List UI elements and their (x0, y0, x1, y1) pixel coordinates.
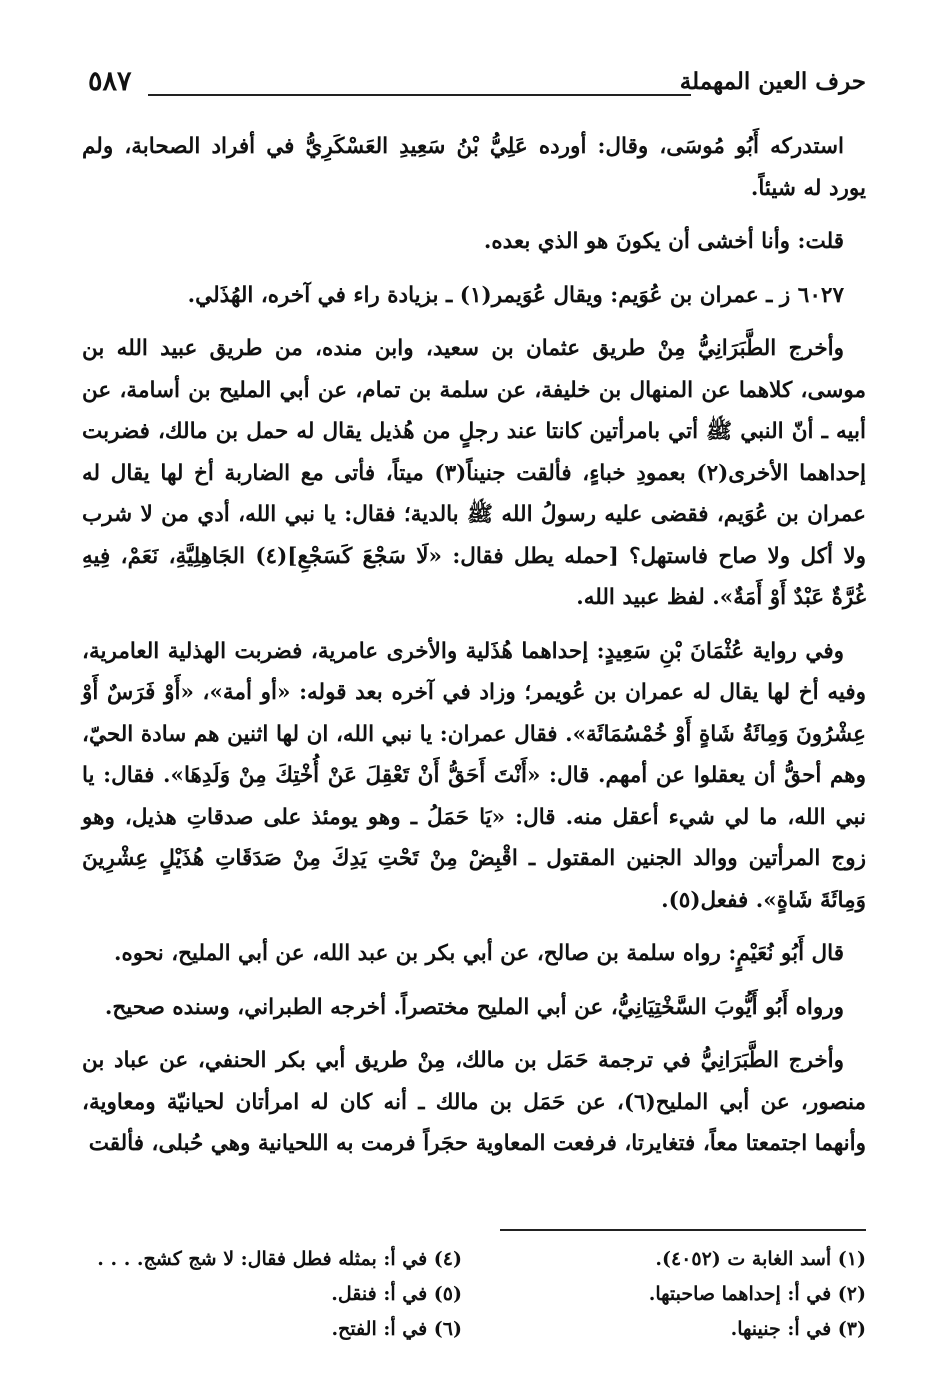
footnote: (٣) في أ: جنينها. (730, 1318, 866, 1340)
paragraph: قال أَبُو نُعَيْمٍ: رواه سلمة بن صالح، عن أبي بكر بن عبد الله، عن أبي المليح، نحوه. (113, 941, 844, 966)
header-rule (148, 94, 691, 96)
paragraph: ورواه أَبُو أَيُّوبَ السَّخْتِيَانِيُّ، عن أبي المليح مختصراً. أخرجه الطبراني، وسنده صحيح. (104, 994, 844, 1020)
running-title: حرف العين المهملة (679, 68, 866, 95)
footnotes-left-column (82, 1242, 462, 1347)
paragraph: وفي رواية عُثْمَانَ بْنِ سَعِيدٍ: إحداهما هُذَلية والأخرى عامرية، فضربت الهذلية العامرية، وفيه أخ لها يقال له عمران بن عُويمر؛ وزاد في آخره بعد قوله: «أو أمة»، «أَوْ فَرَسٌ أَوْ عِشْرُونَ وَمِائَةُ شَاةٍ أَوْ خُمْسُمَائَة». فقال عمران: يا نبي الله، ان لها اثنين هم سادة الحيّ، وهم أحقُّ أن يعقلوا عن أمهم. قال: «أَنْتَ أَحَقُّ أَنْ تَعْقِلَ عَنْ أُخْتِكَ مِنْ وَلَدِهَا». فقال: يا نبي الله، ما لي شيء أعقل منه. قال: «يَا حَمَلُ ـ وهو يومئذ على صدقاتِ هذيل، وهو زوج المرأتين ووالد الجنين المقتول ـ اقْبِضْ مِنْ تَحْتِ يَدِكَ مِنْ صَدَقَاتِ هُذَيْلٍ عِشْرِينَ وَمِائَةَ شَاةٍ». ففعل(٥). (82, 638, 866, 913)
footnote: (٦) في أ: الفتح. (331, 1318, 462, 1340)
paragraph: استدركه أَبُو مُوسَى، وقال: أورده عَلِيُّ بْنُ سَعِيدِ العَسْكَرِيُّ في أفراد الصحابة، ولم يورد له شيئاً. (82, 134, 866, 201)
entry-heading: ٦٠٢٧ ز ـ عمران بن عُوَيم: ويقال عُوَيمر(١) ـ بزيادة راء في آخره، الهُذَلي. (187, 282, 844, 308)
footnote: (٥) في أ: فنقل. (331, 1283, 462, 1305)
footnote: (٤) في أ: بمثله فطل فقال: لا شج كشج. . . . (97, 1248, 462, 1270)
paragraph: وأخرج الطَّبَرَانِيُّ في ترجمة حَمَل بن مالك، مِنْ طريق أبي بكر الحنفي، عن عباد بن منصور، عن أبي المليح(٦)، عن حَمَل بن مالك ـ أنه كان له امرأتان لحيانيّة ومعاوية، وأنهما اجتمعتا معاً، فتغايرتا، فرفعت المعاوية حجَراً فرمت به اللحيانية وهي حُبلى، فألقت (82, 1048, 866, 1156)
footnotes-right-column (486, 1242, 866, 1347)
footnotes (82, 1242, 866, 1347)
paragraph: قلت: وأنا أخشى أن يكونَ هو الذي بعده. (483, 229, 844, 254)
main-text (82, 126, 866, 1177)
paragraph: وأخرج الطَّبَرَانِيُّ مِنْ طريق عثمان بن سعيد، وابن منده، من طريق عبيد الله بن موسى، كلاهما عن المنهال بن خليفة، عن سلمة بن تمام، عن أبي المليح بن أسامة، عن أبيه ـ أنّ النبي ﷺ أتي بامرأتين كانتا عند رجلٍ من هُذيل يقال له حمل بن مالك، فضربت إحداهما الأخرى(٢) بعمودِ خباءٍ، فألقت جنيناً(٣) ميتاً، فأتى مع الضاربة أخ لها يقال له عمران بن عُوَيم، فقضى عليه رسولُ الله ﷺ بالدية؛ فقال: يا نبي الله، أدي من لا شرب ولا أكل ولا صاح فاستهل؟ [حمله يطل فقال: «لَا سَجْعَ كَسَجْعِ](٤) الجَاهِلِيَّةِ، نَعَمْ، فِيهِ غُرَّةٌ عَبْدٌ أَوْ أَمَةٌ». لفظ عبيد الله. (82, 336, 867, 610)
page-number: ٥٨٧ (88, 66, 132, 97)
page-header (88, 66, 866, 110)
footnote-rule (500, 1229, 866, 1231)
footnote: (١) أسد الغابة ت (٤٠٥٢). (655, 1248, 866, 1270)
footnote: (٢) في أ: إحداهما صاحبتها. (648, 1283, 866, 1305)
